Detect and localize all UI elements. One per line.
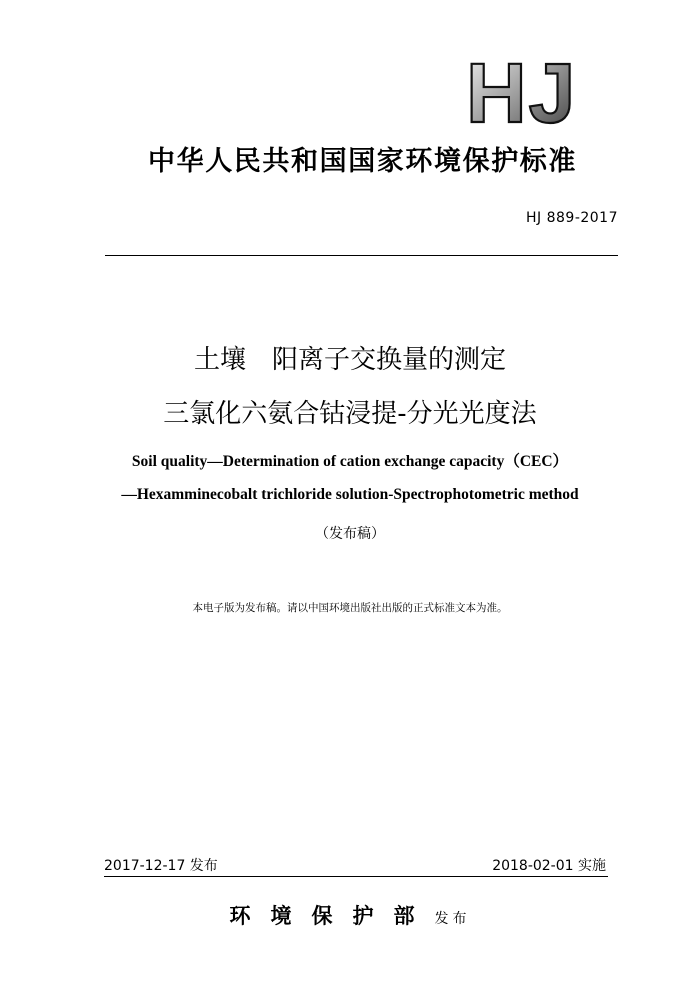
footer-divider [104, 876, 608, 877]
standard-title: 中华人民共和国国家环境保护标准 [148, 146, 577, 177]
publisher-name: 环境保护部 [229, 904, 435, 928]
hj-logo [462, 52, 612, 128]
issue-date: 2017-12-17 发布 [104, 858, 218, 874]
implementation-date: 2018-02-01 实施 [492, 858, 606, 874]
title-english-line2: —Hexamminecobalt trichloride solution-Spectrophotometric method [121, 486, 579, 503]
hj-logo-text: HJ [466, 52, 578, 128]
draft-label: （发布稿） [315, 526, 385, 542]
title-english-line1: Soil quality—Determination of cation exchange capacity（CEC） [131, 453, 569, 470]
header-divider [105, 255, 618, 256]
edition-notice: 本电子版为发布稿。请以中国环境出版社出版的正式标准文本为准。 [192, 602, 508, 614]
title-chinese-line1: 土壤 阳离子交换量的测定 [193, 345, 506, 375]
publisher-line [0, 900, 700, 930]
hj-logo-graphic [462, 52, 612, 128]
title-chinese-line2: 三氯化六氨合钴浸提-分光光度法 [163, 399, 537, 429]
standard-number: HJ 889-2017 [525, 210, 618, 226]
publisher-action: 发布 [434, 911, 471, 927]
